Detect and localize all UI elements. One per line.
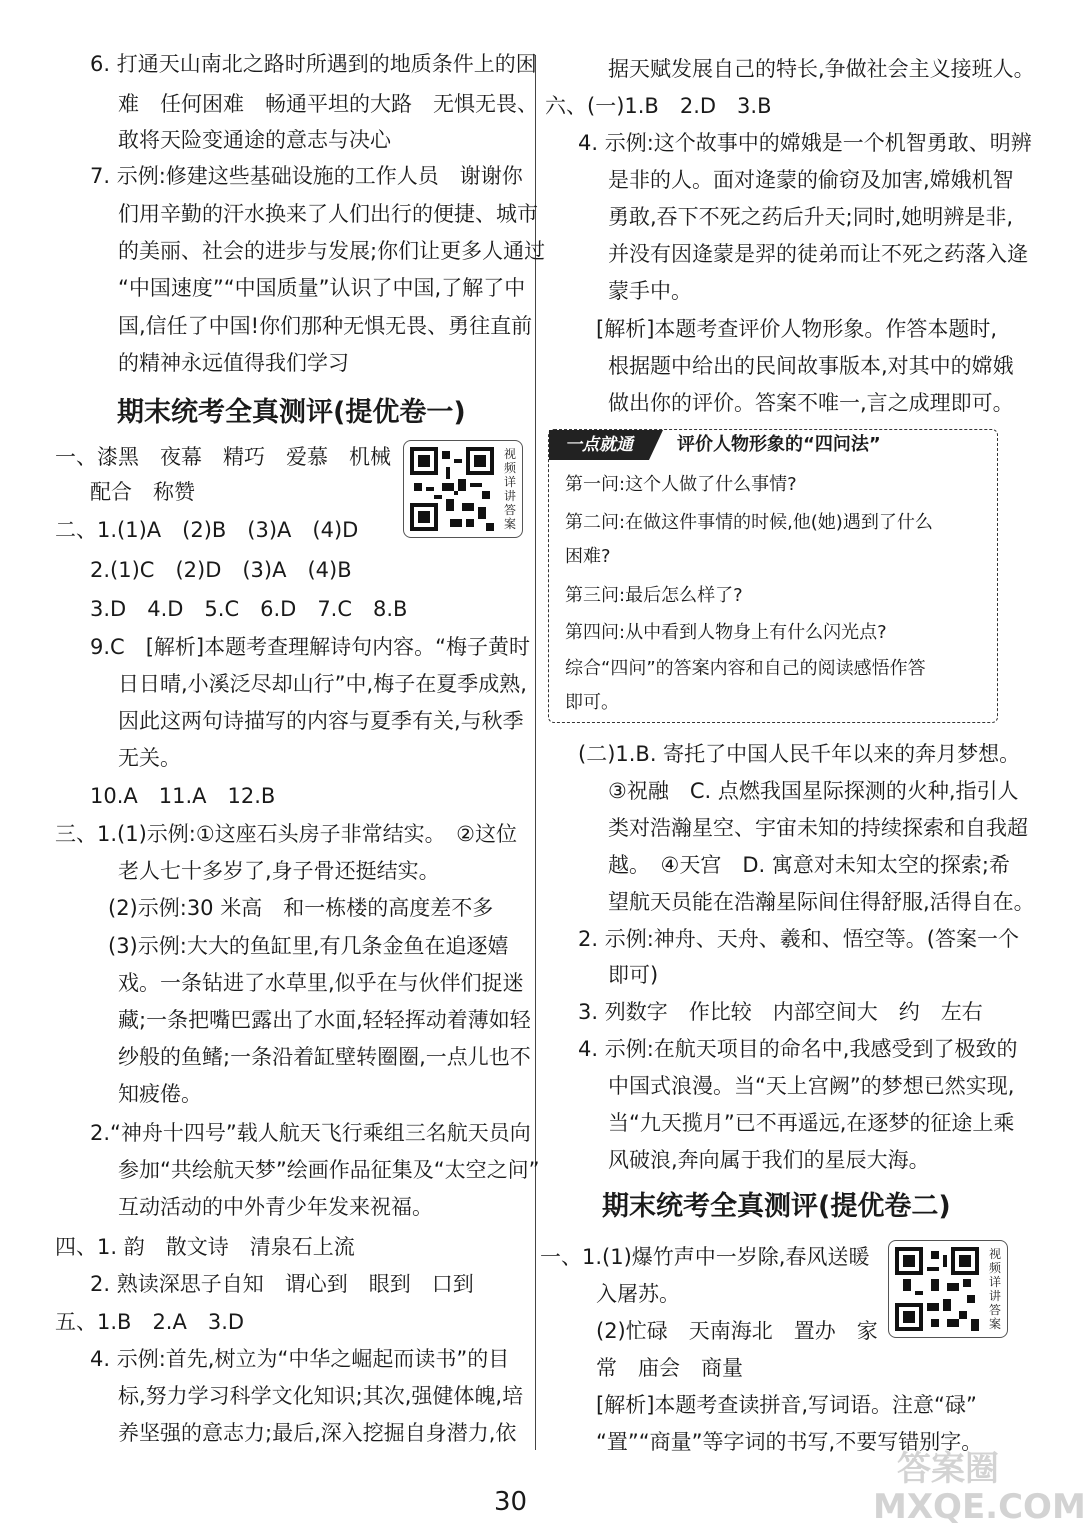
left-q7-line5: 国,信任了中国!你们那种无惧无畏、勇往直前 xyxy=(118,314,533,338)
left2-line-2: 二、1.(1)A (2)B (3)A (4)D xyxy=(55,518,359,542)
right-line-6: 蒙手中。 xyxy=(608,279,692,303)
tip-line: 第三问:最后怎么样了? xyxy=(565,585,743,606)
tip-tag: 一点就通 xyxy=(549,430,649,460)
left-q7-line6: 的精神永远值得我们学习 xyxy=(118,351,349,375)
left2-line-17: 知疲倦。 xyxy=(118,1082,202,1106)
right2-line-9: 中国式浪漫。当“天上宫阙”的梦想已然实现, xyxy=(608,1074,1015,1098)
right2-line-3: 越。 ④天宫 D. 寓意对未知太空的探索;希 xyxy=(608,853,1010,877)
left2-line-9: 10.A 11.A 12.B xyxy=(90,784,276,808)
right2-line-7: 3. 列数字 作比较 内部空间大 约 左右 xyxy=(578,1000,983,1024)
left2-line-13: (3)示例:大大的鱼缸里,有几条金鱼在追逐嬉 xyxy=(108,934,509,958)
right2-line-8: 4. 示例:在航天项目的命名中,我感受到了极致的 xyxy=(578,1037,1018,1061)
right2-line-6: 即可) xyxy=(608,963,659,987)
left2-line-8: 无关。 xyxy=(118,746,181,770)
left-q6-line2: 难 任何困难 畅通平坦的大路 无惧无畏、 xyxy=(118,92,538,116)
tip-title: 评价人物形象的“四问法” xyxy=(677,434,881,455)
left-q6-line1: 6. 打通天山南北之路时所遇到的地质条件上的困 xyxy=(90,52,537,76)
right-line-2: 4. 示例:这个故事中的嫦娥是一个机智勇敢、明辨 xyxy=(578,131,1032,155)
left2-line-19: 参加“共绘航天梦”绘画作品征集及“太空之问” xyxy=(118,1158,540,1182)
right-line-5: 并没有因逄蒙是羿的徒弟而让不死之药落入逄 xyxy=(608,242,1028,266)
left2-line-18: 2.“神舟十四号”载人航天飞行乘组三名航天员向 xyxy=(90,1121,531,1145)
right2-line-0: (二)1.B. 寄托了中国人民千年以来的奔月梦想。 xyxy=(578,742,1021,766)
tip-line: 困难? xyxy=(565,546,611,567)
left2-line-4: 3.D 4.D 5.C 6.D 7.C 8.B xyxy=(90,597,408,621)
right3-line-2: (2)忙碌 天南海北 置办 家 xyxy=(596,1319,878,1343)
left2-line-3: 2.(1)C (2)D (3)A (4)B xyxy=(90,558,352,582)
tip-box xyxy=(548,429,998,723)
qr-code-icon xyxy=(895,1247,979,1331)
right-line-7: [解析]本题考查评价人物形象。作答本题时, xyxy=(596,317,998,341)
right2-line-2: 类对浩瀚星空、宇宙未知的持续探索和自我超 xyxy=(608,816,1028,840)
page-number: 30 xyxy=(494,1487,528,1517)
right-line-8: 根据题中给出的民间故事版本,对其中的嫦娥 xyxy=(608,354,1014,378)
section-heading-1: 期末统考全真测评(提优卷一) xyxy=(117,397,466,428)
qr-label: 视频详讲答案 xyxy=(503,447,516,531)
right-line-9: 做出你的评价。答案不唯一,言之成理即可。 xyxy=(608,391,1014,415)
right-line-4: 勇敢,吞下不死之药后升天;同时,她明辨是非, xyxy=(608,205,1014,229)
section-heading-2: 期末统考全真测评(提优卷二) xyxy=(602,1191,951,1222)
tip-line: 即可。 xyxy=(565,692,619,713)
left2-line-7: 因此这两句诗描写的内容与夏季有关,与秋季 xyxy=(118,709,524,733)
left2-line-26: 养坚强的意志力;最后,深入挖掘自身潜力,依 xyxy=(118,1421,517,1445)
right-line-0: 据天赋发展自己的特长,争做社会主义接班人。 xyxy=(608,57,1035,81)
right2-line-11: 风破浪,奔向属于我们的星辰大海。 xyxy=(608,1148,930,1172)
right3-line-0: 一、1.(1)爆竹声中一岁除,春风送暖 xyxy=(540,1245,870,1269)
tip-line: 综合“四问”的答案内容和自己的阅读感悟作答 xyxy=(565,658,926,679)
left2-line-14: 戏。一条钻进了水草里,似乎在与伙伴们捉迷 xyxy=(118,971,524,995)
tip-header xyxy=(549,430,997,460)
right3-line-1: 入屠苏。 xyxy=(596,1282,680,1306)
qr-label: 视频详讲答案 xyxy=(988,1247,1001,1331)
tip-line: 第二问:在做这件事情的时候,他(她)遇到了什么 xyxy=(565,512,933,533)
left2-line-24: 4. 示例:首先,树立为“中华之崛起而读书”的目 xyxy=(90,1347,510,1371)
right-line-3: 是非的人。面对逄蒙的偷窃及加害,嫦娥机智 xyxy=(608,168,1014,192)
qr-code-icon xyxy=(410,447,494,531)
qr-code-1[interactable] xyxy=(403,440,523,538)
left2-line-25: 标,努力学习科学文化知识;其次,强健体魄,培 xyxy=(118,1384,524,1408)
left-q7-line2: 们用辛勤的汗水换来了人们出行的便捷、城市 xyxy=(118,202,538,226)
qr-code-2[interactable] xyxy=(888,1240,1008,1338)
right2-line-1: ③祝融 C. 点燃我国星际探测的火种,指引人 xyxy=(608,779,1019,803)
left2-line-16: 纱般的鱼鳍;一条沿着缸壁转圈圈,一点儿也不 xyxy=(118,1045,531,1069)
left2-line-22: 2. 熟读深思子自知 谓心到 眼到 口到 xyxy=(90,1272,474,1296)
left2-line-10: 三、1.(1)示例:①这座石头房子非常结实。 ②这位 xyxy=(55,822,518,846)
left2-line-5: 9.C [解析]本题考查理解诗句内容。“梅子黄时 xyxy=(90,635,530,659)
tip-line: 第一问:这个人做了什么事情? xyxy=(565,474,797,495)
watermark: 答案圈 MXQE.COM xyxy=(873,1449,1086,1527)
left2-line-12: (2)示例:30 米高 和一栋楼的高度差不多 xyxy=(108,896,494,920)
left-q7-line3: 的美丽、社会的进步与发展;你们让更多人通过 xyxy=(118,239,546,263)
left2-line-20: 互动活动的中外青少年发来祝福。 xyxy=(118,1195,433,1219)
left2-line-21: 四、1. 韵 散文诗 清泉石上流 xyxy=(55,1235,355,1259)
right3-line-4: [解析]本题考查读拼音,写词语。注意“碌” xyxy=(596,1393,977,1417)
left2-line-1: 配合 称赞 xyxy=(90,480,195,504)
tip-line: 第四问:从中看到人物身上有什么闪光点? xyxy=(565,622,887,643)
right-line-1: 六、(一)1.B 2.D 3.B xyxy=(545,94,772,118)
left-q7-line1: 7. 示例:修建这些基础设施的工作人员 谢谢你 xyxy=(90,164,523,188)
left2-line-6: 日日晴,小溪泛尽却山行”中,梅子在夏季成熟, xyxy=(118,672,527,696)
left-q7-line4: “中国速度”“中国质量”认识了中国,了解了中 xyxy=(118,276,526,300)
right3-line-5: “置”“商量”等字词的书写,不要写错别字。 xyxy=(596,1430,983,1454)
left2-line-11: 老人七十多岁了,身子骨还挺结实。 xyxy=(118,859,440,883)
right2-line-4: 望航天员能在浩瀚星际间住得舒服,活得自在。 xyxy=(608,890,1035,914)
left2-line-15: 藏;一条把嘴巴露出了水面,轻轻挥动着薄如轻 xyxy=(118,1008,531,1032)
left-q6-line3: 敢将天险变通途的意志与决心 xyxy=(118,128,391,152)
right3-line-3: 常 庙会 商量 xyxy=(596,1356,743,1380)
right2-line-10: 当“九天揽月”已不再遥远,在逐梦的征途上乘 xyxy=(608,1111,1015,1135)
right2-line-5: 2. 示例:神舟、天舟、羲和、悟空等。(答案一个 xyxy=(578,927,1019,951)
left2-line-0: 一、漆黑 夜幕 精巧 爱慕 机械 xyxy=(55,445,391,469)
left2-line-23: 五、1.B 2.A 3.D xyxy=(55,1310,245,1334)
